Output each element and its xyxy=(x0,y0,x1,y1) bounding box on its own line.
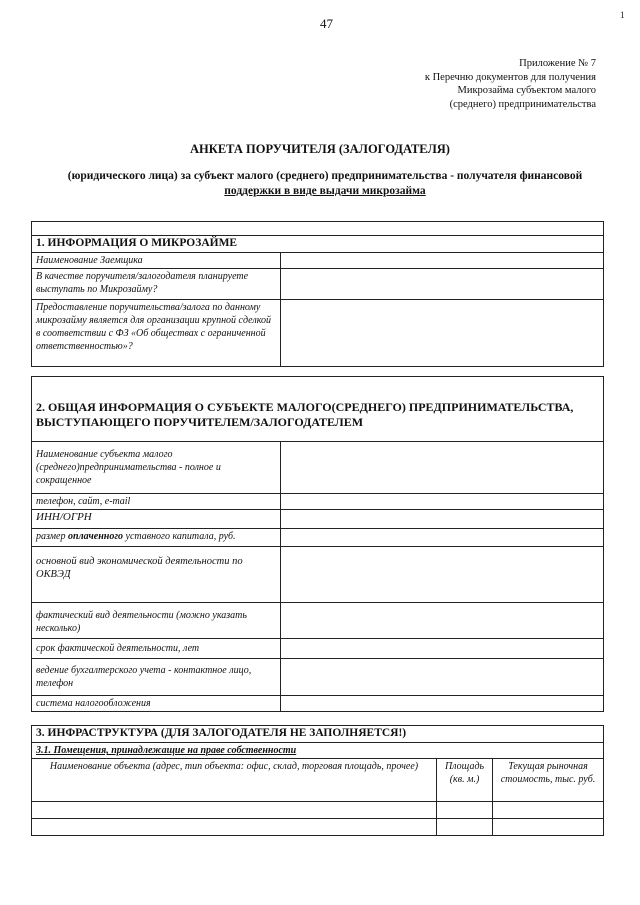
field-guarantor-role[interactable] xyxy=(281,269,604,300)
field-inn-ogrn[interactable] xyxy=(281,510,604,529)
cell-area-2[interactable] xyxy=(437,819,493,836)
field-okved[interactable] xyxy=(281,547,604,603)
label-contacts: телефон, сайт, e-mail xyxy=(32,494,281,510)
label-capital xyxy=(32,529,281,547)
section-3-1-heading: 3.1. Помещения, принадлежащие на праве собственности xyxy=(32,743,604,759)
field-major-deal[interactable] xyxy=(281,300,604,367)
label-okved: основной вид экономической деятельности по ОКВЭД xyxy=(32,547,281,603)
cell-area-1[interactable] xyxy=(437,802,493,819)
field-contacts[interactable] xyxy=(281,494,604,510)
appendix-line-3: Микрозайма субъектом малого xyxy=(457,85,596,96)
label-inn-ogrn: ИНН/ОГРН xyxy=(32,510,281,529)
label-accounting: ведение бухгалтерского учета - контактное лицо, телефон xyxy=(32,659,281,696)
field-entity-name[interactable] xyxy=(281,442,604,494)
label-taxation: система налогообложения xyxy=(32,696,281,712)
cell-object-2[interactable] xyxy=(32,819,437,836)
form-table-section-3 xyxy=(31,725,604,836)
field-capital[interactable] xyxy=(281,529,604,547)
column-object-name: Наименование объекта (адрес, тип объекта: офис, склад, торговая площадь, прочее) xyxy=(32,759,437,802)
field-term[interactable] xyxy=(281,639,604,659)
label-actual-activity: фактический вид деятельности (можно указать несколько) xyxy=(32,603,281,639)
capital-text-bold: оплаченного xyxy=(67,531,124,542)
cell-value-2[interactable] xyxy=(493,819,604,836)
corner-mark: 1 xyxy=(620,10,625,20)
appendix-line-2: к Перечню документов для получения xyxy=(424,71,596,83)
cell-value-1[interactable] xyxy=(493,802,604,819)
field-actual-activity[interactable] xyxy=(281,603,604,639)
form-table-section-2 xyxy=(31,376,604,712)
section-2-heading: 2. ОБЩАЯ ИНФОРМАЦИЯ О СУБЪЕКТЕ МАЛОГО(СРЕДНЕГО) ПРЕДПРИНИМАТЕЛЬСТВА, ВЫСТУПАЮЩЕГО ПОРУЧИТЕЛЕМ/ЗАЛОГОДАТЕЛЕМ xyxy=(32,377,604,442)
appendix-note xyxy=(380,57,596,111)
cell-object-1[interactable] xyxy=(32,802,437,819)
column-market-value: Текущая рыночная стоимость, тыс. руб. xyxy=(493,759,604,802)
column-area: Площадь (кв. м.) xyxy=(437,759,493,802)
appendix-line-4: (среднего) предпринимательства xyxy=(449,98,596,110)
field-accounting[interactable] xyxy=(281,659,604,696)
capital-text-post: уставного капитала, руб. xyxy=(123,531,236,542)
field-taxation[interactable] xyxy=(281,696,604,712)
label-term: срок фактической деятельности, лет xyxy=(32,639,281,659)
capital-text-pre: размер xyxy=(36,531,68,542)
label-borrower-name: Наименование Заемщика xyxy=(32,253,281,269)
document-title: АНКЕТА ПОРУЧИТЕЛЯ (ЗАЛОГОДАТЕЛЯ) xyxy=(190,142,450,156)
label-entity-name: Наименование субъекта малого (среднего)предпринимательства - полное и сокращенное xyxy=(32,442,281,494)
appendix-line-1: Приложение № 7 xyxy=(519,58,596,69)
section-1-heading: 1. ИНФОРМАЦИЯ О МИКРОЗАЙМЕ xyxy=(32,236,604,253)
label-major-deal: Предоставление поручительства/залога по данному микрозайму является для организации крупной сделкой в соответствии с ФЗ «Об обществах с ограниченной ответственностью»? xyxy=(32,300,281,367)
subtitle-line-1: (юридического лица) за субъект малого (среднего) предпринимательства - получателя финансовой xyxy=(67,170,583,182)
blank-row xyxy=(32,222,604,236)
field-borrower-name[interactable] xyxy=(281,253,604,269)
subtitle-line-2: поддержки в виде выдачи микрозайма xyxy=(224,184,426,197)
label-guarantor-role: В качестве поручителя/залогодателя планируете выступать по Микрозайму? xyxy=(32,269,281,300)
form-table-main xyxy=(31,221,604,367)
section-3-heading: 3. ИНФРАСТРУКТУРА (ДЛЯ ЗАЛОГОДАТЕЛЯ НЕ ЗАПОЛНЯЕТСЯ!) xyxy=(32,726,604,743)
document-subtitle xyxy=(40,169,610,198)
page-number: 47 xyxy=(320,16,333,31)
